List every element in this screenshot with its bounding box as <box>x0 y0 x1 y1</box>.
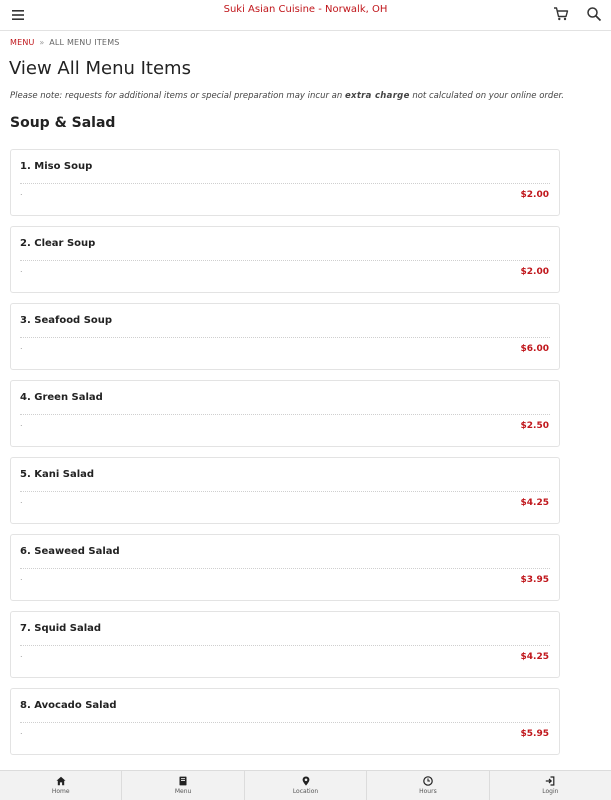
menu-item-name: 1. Miso Soup <box>20 161 93 172</box>
menu-item-name: 4. Green Salad <box>20 392 103 403</box>
nav-home-button[interactable] <box>0 771 122 800</box>
menu-item-price: $5.95 <box>520 729 549 739</box>
note-emphasis: extra charge <box>344 91 410 101</box>
menu-item-card[interactable] <box>10 380 560 447</box>
restaurant-title[interactable]: Suki Asian Cuisine - Norwalk, OH <box>223 4 388 15</box>
menu-item-price: $6.00 <box>520 344 549 354</box>
menu-item-card[interactable] <box>10 611 560 678</box>
nav-label: Location <box>292 788 319 795</box>
menu-item-name: 3. Seafood Soup <box>20 315 113 326</box>
divider <box>20 414 550 415</box>
menu-item-card[interactable] <box>10 688 560 755</box>
menu-item-description: . <box>20 650 23 659</box>
location-pin-icon <box>301 776 311 786</box>
clock-icon <box>423 776 433 786</box>
nav-label: Home <box>51 788 70 795</box>
divider <box>20 183 550 184</box>
nav-label: Login <box>542 788 559 795</box>
nav-label: Menu <box>174 788 192 795</box>
menu-item-description: . <box>20 342 23 351</box>
menu-item-card[interactable] <box>10 457 560 524</box>
breadcrumb-menu-link[interactable]: MENU <box>10 38 35 47</box>
nav-location-button[interactable] <box>245 771 367 800</box>
breadcrumb-separator: » <box>39 38 45 47</box>
menu-item-description: . <box>20 496 23 505</box>
menu-item-price: $4.25 <box>520 652 549 662</box>
menu-item-description: . <box>20 573 23 582</box>
breadcrumb <box>10 38 120 47</box>
note-text-start: Please note: requests for additional items or special preparation may incur an <box>10 91 345 101</box>
home-icon <box>56 776 66 786</box>
menu-item-price: $2.50 <box>520 421 549 431</box>
top-header <box>0 0 611 31</box>
page-title: View All Menu Items <box>9 58 191 79</box>
divider <box>20 722 550 723</box>
divider <box>20 645 550 646</box>
menu-item-name: 2. Clear Soup <box>20 238 96 249</box>
menu-item-price: $2.00 <box>520 267 549 277</box>
menu-item-description: . <box>20 265 23 274</box>
nav-hours-button[interactable] <box>367 771 489 800</box>
nav-label: Hours <box>419 788 437 795</box>
menu-item-price: $2.00 <box>520 190 549 200</box>
menu-item-card[interactable] <box>10 534 560 601</box>
menu-item-card[interactable] <box>10 303 560 370</box>
note-text-end: not calculated on your online order. <box>409 91 564 101</box>
menu-item-name: 5. Kani Salad <box>20 469 95 480</box>
divider <box>20 337 550 338</box>
menu-item-price: $3.95 <box>520 575 549 585</box>
menu-item-price: $4.25 <box>520 498 549 508</box>
nav-menu-button[interactable] <box>122 771 244 800</box>
menu-item-card[interactable] <box>10 226 560 293</box>
menu-item-name: 7. Squid Salad <box>20 623 102 634</box>
nav-login-button[interactable] <box>490 771 611 800</box>
breadcrumb-current: ALL MENU ITEMS <box>49 38 120 47</box>
menu-item-description: . <box>20 188 23 197</box>
login-icon <box>545 776 555 786</box>
order-note <box>10 91 564 101</box>
menu-item-list <box>10 149 560 765</box>
menu-item-name: 8. Avocado Salad <box>20 700 117 711</box>
section-title: Soup & Salad <box>10 115 116 131</box>
menu-item-name: 6. Seaweed Salad <box>20 546 120 557</box>
divider <box>20 491 550 492</box>
menu-item-description: . <box>20 727 23 736</box>
menu-book-icon <box>178 776 188 786</box>
cart-icon[interactable] <box>553 6 569 22</box>
bottom-navigation <box>0 770 611 800</box>
divider <box>20 568 550 569</box>
divider <box>20 260 550 261</box>
menu-item-description: . <box>20 419 23 428</box>
search-icon[interactable] <box>586 6 602 22</box>
menu-item-card[interactable] <box>10 149 560 216</box>
